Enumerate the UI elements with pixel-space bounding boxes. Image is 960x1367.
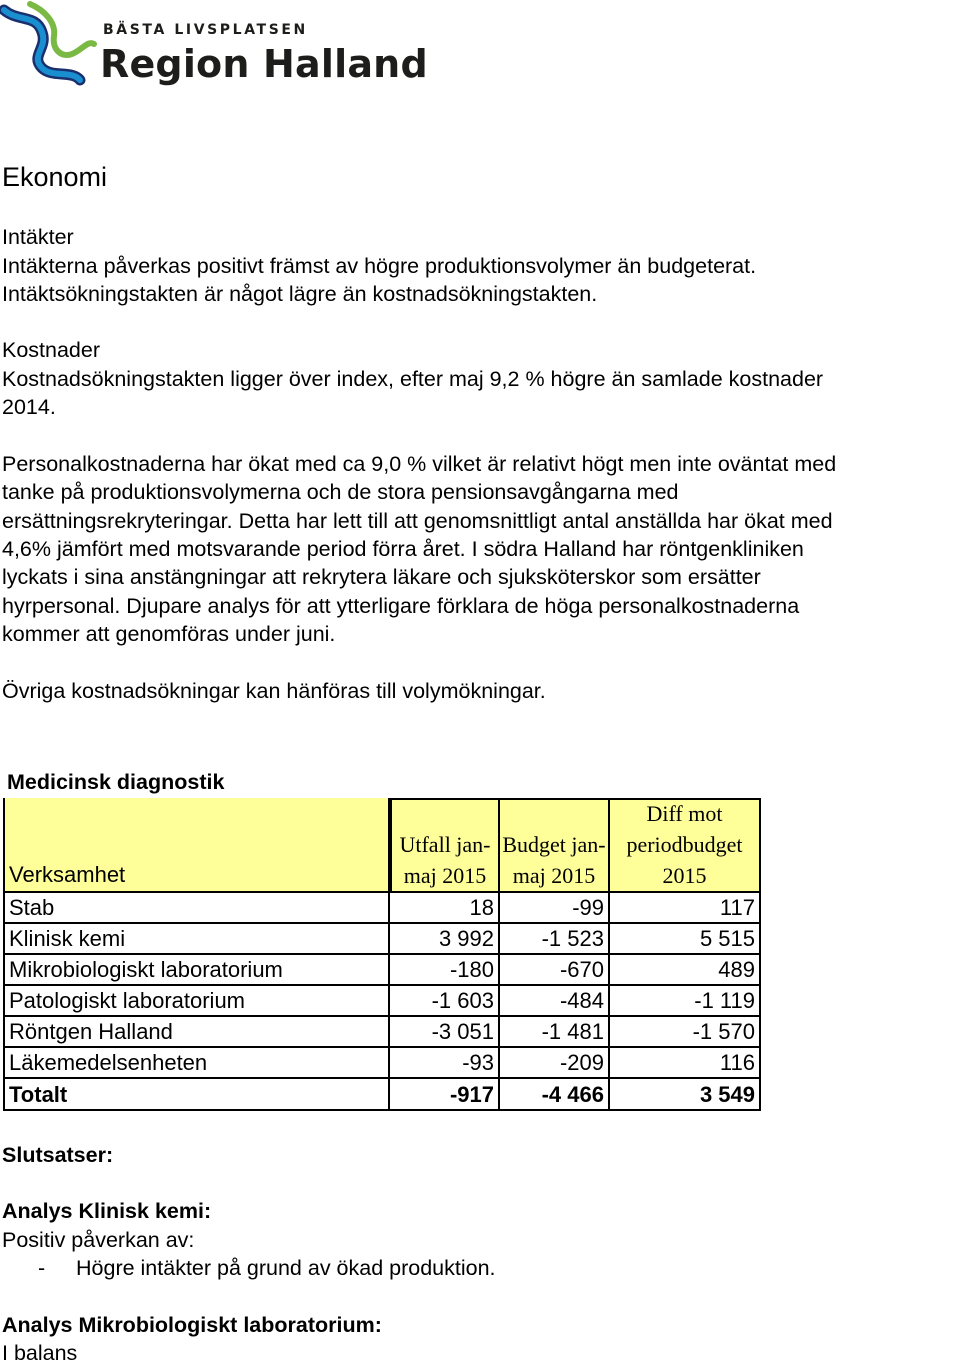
personal-line-6: hyrpersonal. Djupare analys för att ytterligare förklara de höga personalkostnaderna (2, 594, 800, 618)
intakter-line-2: Intäktsökningstakten är något lägre än kostnadsökningstakten. (2, 282, 598, 306)
personal-line-5: lyckats i sina anstängningar att rekrytera läkare och sjuksköterskor som ersätter (2, 565, 761, 589)
row-name: Röntgen Halland (3, 1017, 390, 1048)
personal-line-3: ersättningsrekryteringar. Detta har lett till att genomsnittligt antal anställda har ökat med (2, 509, 833, 533)
klinisk-kemi-intro: Positiv påverkan av: (2, 1228, 195, 1252)
row-name: Patologiskt laboratorium (3, 986, 390, 1017)
row-budget: -484 (500, 986, 610, 1017)
row-name: Klinisk kemi (3, 924, 390, 955)
header-verksamhet: Verksamhet (3, 798, 390, 893)
total-name: Totalt (3, 1079, 390, 1111)
kostnader-heading: Kostnader (2, 338, 101, 362)
slutsatser-heading: Slutsatser: (2, 1143, 114, 1167)
header-diff: Diff mot periodbudget 2015 (610, 798, 761, 893)
total-utfall: -917 (390, 1079, 500, 1111)
kostnader-line-2: 2014. (2, 395, 56, 419)
total-budget: -4 466 (500, 1079, 610, 1111)
row-name: Mikrobiologiskt laboratorium (3, 955, 390, 986)
logo-tagline: BÄSTA LIVSPLATSEN (103, 22, 308, 38)
row-budget: -209 (500, 1048, 610, 1079)
row-budget: -99 (500, 893, 610, 924)
river-emblem-icon (0, 0, 100, 95)
header-utfall: Utfall jan-maj 2015 (390, 798, 500, 893)
row-diff: -1 119 (610, 986, 761, 1017)
row-utfall: -93 (390, 1048, 500, 1079)
kostnader-line-1: Kostnadsökningstakten ligger över index, efter maj 9,2 % högre än samlade kostnader (2, 367, 824, 391)
row-utfall: 18 (390, 893, 500, 924)
region-halland-logo (0, 0, 428, 95)
row-diff: 5 515 (610, 924, 761, 955)
row-utfall: -180 (390, 955, 500, 986)
row-diff: 489 (610, 955, 761, 986)
klinisk-kemi-heading: Analys Klinisk kemi: (2, 1199, 212, 1223)
row-diff: 116 (610, 1048, 761, 1079)
row-name: Stab (3, 893, 390, 924)
klinisk-kemi-bullet: Högre intäkter på grund av ökad produktion. (76, 1256, 496, 1280)
bullet-dash: - (38, 1256, 46, 1280)
row-diff: -1 570 (610, 1017, 761, 1048)
ovriga-text: Övriga kostnadsökningar kan hänföras till volymökningar. (2, 679, 546, 703)
mikro-heading: Analys Mikrobiologiskt laboratorium: (2, 1313, 382, 1337)
row-budget: -1 481 (500, 1017, 610, 1048)
intakter-heading: Intäkter (2, 225, 74, 249)
section-title: Ekonomi (2, 162, 108, 192)
personal-line-2: tanke på produktionsvolymerna och de stora pensionsavgångarna med (2, 480, 679, 504)
personal-line-4: 4,6% jämfört med motsvarande period förra året. I södra Halland har röntgenkliniken (2, 537, 804, 561)
row-utfall: -1 603 (390, 986, 500, 1017)
personal-line-1: Personalkostnaderna har ökat med ca 9,0 % vilket är relativt högt men inte oväntat med (2, 452, 837, 476)
row-name: Läkemedelsenheten (3, 1048, 390, 1079)
row-diff: 117 (610, 893, 761, 924)
total-diff: 3 549 (610, 1079, 761, 1111)
logo-brand-name: Region Halland (100, 42, 428, 86)
personal-line-7: kommer att genomföras under juni. (2, 622, 336, 646)
header-budget: Budget jan-maj 2015 (500, 798, 610, 893)
row-budget: -1 523 (500, 924, 610, 955)
mikro-text: I balans (2, 1341, 78, 1365)
row-utfall: -3 051 (390, 1017, 500, 1048)
table-title: Medicinsk diagnostik (7, 770, 225, 794)
row-utfall: 3 992 (390, 924, 500, 955)
medicinsk-diagnostik-table (3, 798, 761, 1111)
intakter-line-1: Intäkterna påverkas positivt främst av högre produktionsvolymer än budgeterat. (2, 254, 757, 278)
row-budget: -670 (500, 955, 610, 986)
